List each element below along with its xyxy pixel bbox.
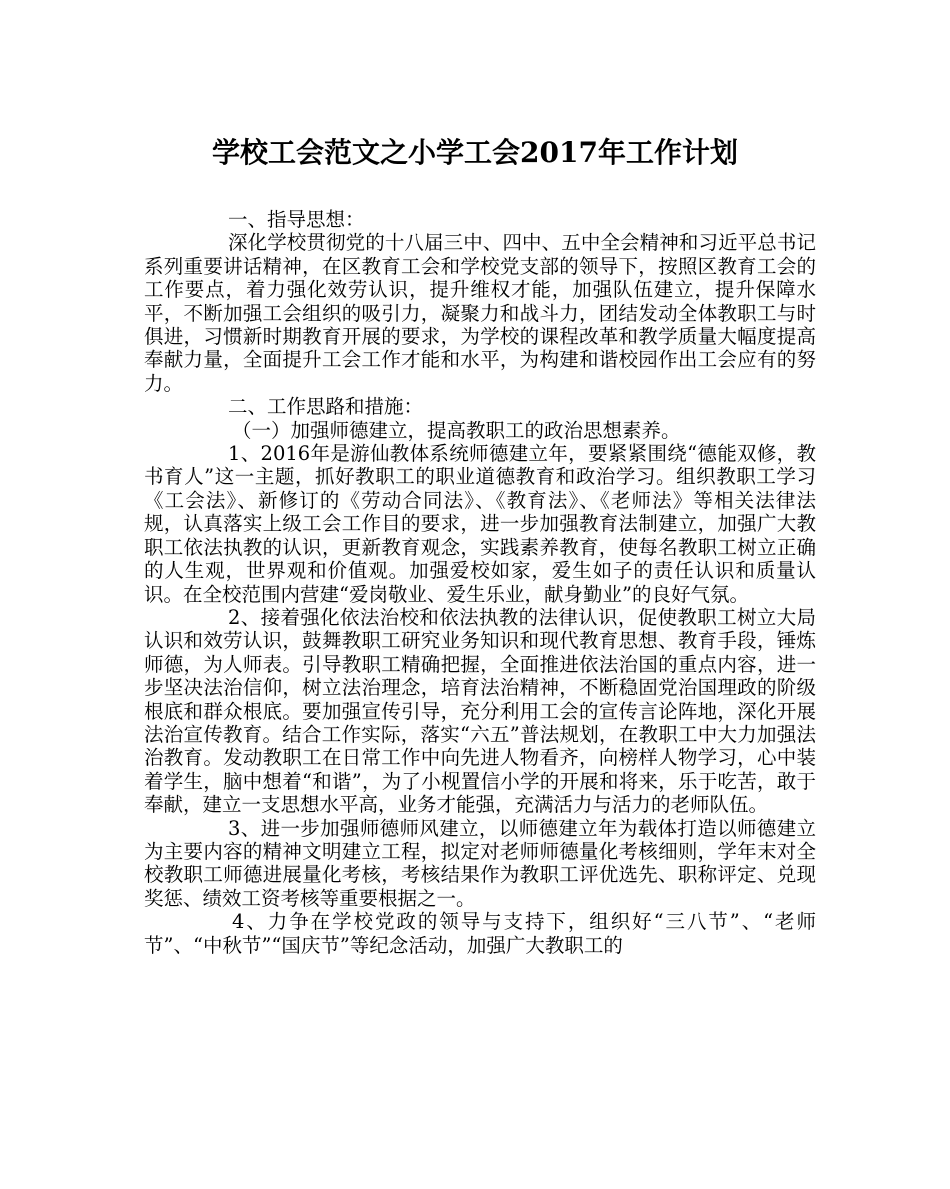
subsection-heading-ethics: （一）加强师德建立，提高教职工的政治思想素养。 <box>232 418 681 442</box>
paragraph-item-4: 4、力争在学校党政的领导与支持下，组织好“三八节”、“老师节”、“中秋节”“国庆节”等纪念活动，加强广大教职工的 <box>144 910 816 957</box>
paragraph-item-2: 2、接着强化依法治校和依法执教的法律认识，促使教职工树立大局认识和效劳认识，鼓舞教职工研究业务知识和现代教育思想、教育手段，锤炼师德，为人师表。引导教职工精确把握，全面推进依法治国的重点内容，进一步坚决法治信仰，树立法治理念，培育法治精神，不断稳固党治国理政的阶级根底和群众根底。要加强宣传引导，充分利用工会的宣传言论阵地，深化开展法治宣传教育。结合工作实际，落实“六五”普法规划，在教职工中大力加强法治教育。发动教职工在日常工作中向先进人物看齐，向榜样人物学习，心中装着学生，脑中想着“和谐”，为了小枧置信小学的开展和将来，乐于吃苦，敢于奉献，建立一支思想水平高，业务才能强，充满活力与活力的老师队伍。 <box>144 605 816 817</box>
paragraph-item-1: 1、2016年是游仙教体系统师德建立年，要紧紧围绕“德能双修，教书育人”这一主题，抓好教职工的职业道德教育和政治学习。组织教职工学习《工会法》、新修订的《劳动合同法》、《教育法》、《老师法》等相关法律法规，认真落实上级工会工作目的要求，进一步加强教育法制建立，加强广大教职工依法执教的认识，更新教育观念，实践素养教育，使每名教职工树立正确的人生观，世界观和价值观。加强爱校如家，爱生如子的责任认识和质量认识。在全校范围内营建“爱岗敬业、爱生乐业，献身勤业”的良好气氛。 <box>144 442 816 606</box>
section-heading-guiding-thought: 一、指导思想： <box>228 208 365 231</box>
paragraph-item-3: 3、进一步加强师德师风建立，以师德建立年为载体打造以师德建立为主要内容的精神文明建立工程，拟定对老师师德量化考核细则，学年末对全校教职工师德进展量化考核，考核结果作为教职工评优选先、职称评定、兑现奖惩、绩效工资考核等重要根据之一。 <box>144 816 816 910</box>
section-heading-work-measures: 二、工作思路和措施： <box>228 395 424 419</box>
document-body <box>144 208 816 957</box>
paragraph-guiding-thought: 深化学校贯彻党的十八届三中、四中、五中全会精神和习近平总书记系列重要讲话精神，在区教育工会和学校党支部的领导下，按照区教育工会的工作要点，着力强化效劳认识，提升维权才能，加强队伍建立，提升保障水平，不断加强工会组织的吸引力，凝聚力和战斗力，团结发动全体教职工与时俱进，习惯新时期教育开展的要求，为学校的课程改革和教学质量大幅度提高奉献力量，全面提升工会工作才能和水平，为构建和谐校园作出工会应有的努力。 <box>144 231 816 395</box>
document-title: 学校工会范文之小学工会2017年工作计划 <box>212 136 738 169</box>
